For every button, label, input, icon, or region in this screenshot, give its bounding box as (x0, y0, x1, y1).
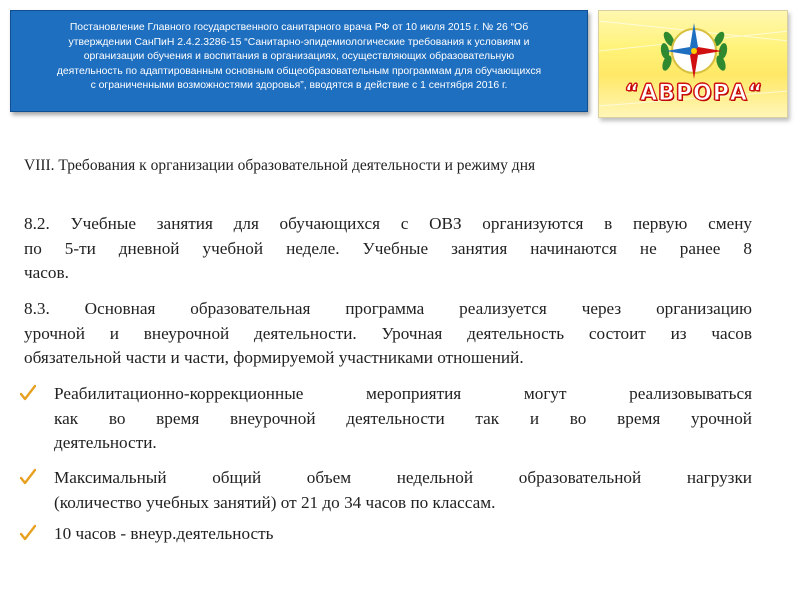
bullet-line: как во время внеурочной деятельности так и во время урочной (54, 408, 752, 428)
checkmark-icon (20, 384, 36, 402)
header-line: с ограниченными возможностями здоровья”, вводятся в действие с 1 сентября 2016 г. (90, 80, 508, 92)
bullet-line: Максимальный общий объем недельной образовательной нагрузки (54, 468, 752, 487)
bullet-line: (количество учебных занятий) от 21 до 34 часов по классам. (54, 492, 496, 512)
header-line: утверждении СанПиН 2.4.2.3286-15 “Санитарно-эпидемиологические требования к условиям и (68, 36, 530, 48)
bullet-line: деятельности. (54, 433, 157, 452)
paragraph-line: 8.2. Учебные занятия для обучающихся с ОВЗ организуются в первую смену (24, 214, 752, 233)
header-line: Постановление Главного государственного санитарного врача РФ от 10 июля 2015 г. № 26 “Об (69, 22, 529, 33)
paragraph-line: по 5-ти дневной учебной неделе. Учебные занятия начинаются не ранее 8 (24, 238, 752, 258)
logo-text: “АВРОРА“ (624, 81, 764, 106)
aurora-logo (598, 10, 788, 118)
paragraph-line: урочной и внеурочной деятельности. Урочная деятельность состоит из часов (24, 323, 752, 343)
checkmark-icon (20, 468, 36, 486)
header-line: деятельность по адаптированным основным общеобразовательным программам для обучающихся (56, 65, 542, 77)
header-line: организации обучения и воспитания в организациях, осуществляющих образовательную (83, 51, 515, 63)
section-title: VIII. Требования к организации образовательной деятельности и режиму дня (24, 157, 536, 174)
header-banner (10, 10, 588, 112)
paragraph-8-3 (24, 297, 752, 371)
paragraph-line: часов. (24, 263, 69, 282)
paragraph-line: обязательной части и части, формируемой участниками отношений. (24, 348, 524, 367)
checkmark-icon (20, 524, 36, 542)
paragraph-line: 8.3. Основная образовательная программа реализуется через организацию (24, 299, 752, 318)
paragraph-8-2 (24, 212, 752, 286)
bullet-line: Реабилитационно-коррекционные мероприятия могут реализовываться (54, 384, 752, 403)
bullet-line: 10 часов - внеур.деятельность (54, 524, 274, 543)
